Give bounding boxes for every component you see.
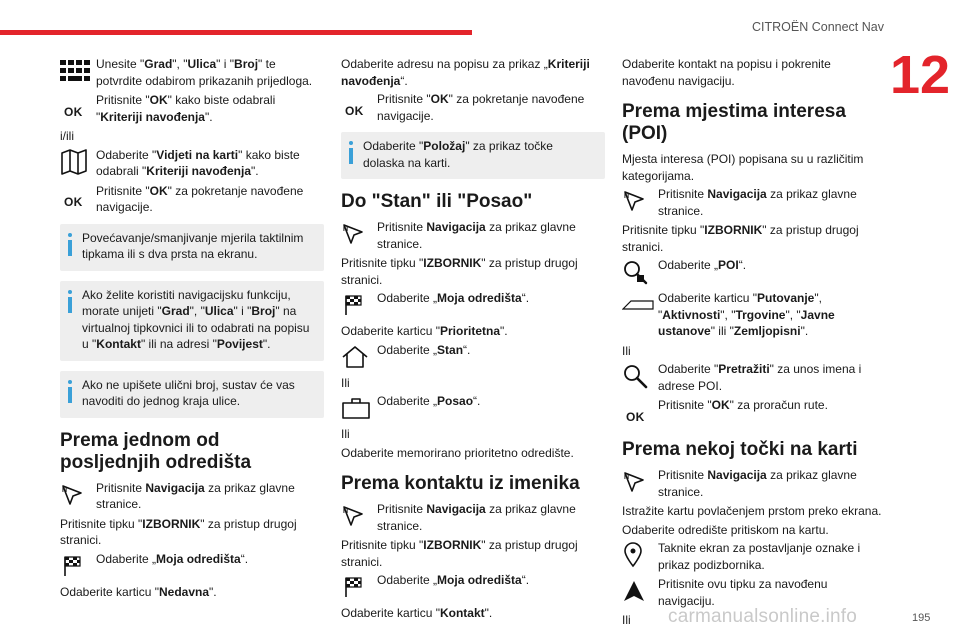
section-heading-poi: Prema mjestima interesa (POI) xyxy=(622,101,846,144)
briefcase-icon xyxy=(341,393,377,423)
paragraph-menu: Pritisnite tipku "IZBORNIK" za pristup drugoj stranici. xyxy=(341,256,578,287)
step-navigation xyxy=(341,219,605,252)
info-box-position xyxy=(341,132,605,179)
info-icon xyxy=(68,380,72,410)
map-book-icon xyxy=(60,147,96,177)
step-view-map xyxy=(60,147,324,180)
header-red-bar xyxy=(0,30,472,35)
paragraph-stored-destination: Odaberite memorirano prioritetno odredište. xyxy=(341,445,574,460)
svg-text:N: N xyxy=(343,508,349,515)
paragraph-priority-tab: Odaberite karticu "Prioritetna". xyxy=(341,324,508,338)
info-text: Odaberite "Položaj" za prikaz točke dolaska na karti. xyxy=(363,139,553,170)
info-box-street-number xyxy=(60,371,324,418)
step-work xyxy=(341,393,605,423)
step-navigation xyxy=(622,467,886,500)
paragraph-select-destination: Odaberite odredište pritiskom na kartu. xyxy=(622,522,829,537)
step-text: Pritisnite "OK" za pokretanje navođene navigacije. xyxy=(96,183,304,214)
or-text: i/ili xyxy=(60,129,74,143)
paragraph-explore-map: Istražite kartu povlačenjem prstom preko ekrana. xyxy=(622,504,882,518)
step-navigation xyxy=(60,480,324,513)
step-text: Unesite "Grad", "Ulica" i "Broj" te potvrdite odabirom prikazanih prijedloga. xyxy=(96,57,313,88)
step-home xyxy=(341,342,605,372)
svg-text:N: N xyxy=(624,474,630,481)
paragraph-contact-tab: Odaberite karticu "Kontakt". xyxy=(341,606,493,620)
step-navigation xyxy=(341,501,605,534)
paragraph-poi-categories: Mjesta interesa (POI) popisana su u različitim kategorijama. xyxy=(622,152,864,183)
column-1 xyxy=(60,56,324,602)
step-start-guidance xyxy=(622,576,886,609)
info-icon xyxy=(68,290,72,353)
ok-button-icon: OK xyxy=(626,409,645,424)
section-heading-contact: Prema kontaktu iz imenika xyxy=(341,473,580,494)
column-3 xyxy=(622,56,886,631)
step-text: Odaberite „Posao“. xyxy=(377,394,481,408)
step-my-destinations xyxy=(341,290,605,320)
info-box-zoom xyxy=(60,224,324,271)
svg-text:N: N xyxy=(343,226,349,233)
ok-button-icon: OK xyxy=(64,195,83,210)
step-place-marker xyxy=(622,540,886,573)
section-heading-recent: Prema jednom od posljednjih odredišta xyxy=(60,429,252,473)
step-navigation xyxy=(622,186,886,219)
step-text: Pritisnite "OK" za proračun rute. xyxy=(658,398,828,412)
step-ok-start xyxy=(341,91,605,124)
navigation-arrow-icon xyxy=(341,501,377,531)
step-text: Pritisnite Navigacija za prikaz glavne stranice. xyxy=(377,502,576,533)
paragraph-menu: Pritisnite tipku "IZBORNIK" za pristup drugoj stranici. xyxy=(341,538,578,569)
step-poi-tab xyxy=(622,290,886,340)
navigation-arrow-icon xyxy=(341,219,377,249)
paragraph-select-address: Odaberite adresu na popisu za prikaz „Kriteriji navođenja“. xyxy=(341,57,590,88)
step-text: Odaberite "Vidjeti na karti" kako biste odabrali "Kriteriji navođenja". xyxy=(96,147,300,178)
step-text: Odaberite „Stan“. xyxy=(377,342,471,357)
keyboard-icon xyxy=(60,56,96,86)
or-text: Ili xyxy=(341,427,350,441)
page-number: 195 xyxy=(912,612,931,624)
step-text: Odaberite „POI“. xyxy=(658,258,747,272)
step-ok-start xyxy=(60,183,324,216)
step-text: Pritisnite Navigacija za prikaz glavne stranice. xyxy=(658,187,857,218)
column-2 xyxy=(341,56,605,624)
section-heading-map-point: Prema nekoj točki na karti xyxy=(622,439,858,460)
tab-outline-icon xyxy=(622,290,658,320)
flag-icon xyxy=(341,290,377,320)
info-text: Povećavanje/smanjivanje mjerila taktilnim tipkama ili s dva prsta na ekranu. xyxy=(82,230,304,261)
poi-search-icon xyxy=(622,257,658,287)
navigation-arrow-icon xyxy=(60,480,96,510)
flag-icon xyxy=(341,572,377,602)
svg-text:N: N xyxy=(62,486,68,494)
step-text: Odaberite „Moja odredišta“. xyxy=(377,291,530,305)
ok-button-icon: OK xyxy=(345,103,364,118)
location-pin-icon xyxy=(622,540,658,570)
step-text: Odaberite karticu "Putovanje", "Aktivnosti", "Trgovine", "Javne ustanove" ili "Zemljopisni". xyxy=(658,291,835,338)
svg-text:N: N xyxy=(624,193,630,200)
step-text: Pritisnite ovu tipku za navođenu navigaciju. xyxy=(658,577,828,608)
step-text: Pritisnite Navigacija za prikaz glavne stranice. xyxy=(658,468,857,499)
or-text: Ili xyxy=(622,343,631,358)
watermark: carmanualsonline.info xyxy=(668,606,858,627)
paragraph-recent-tab: Odaberite karticu "Nedavna". xyxy=(60,584,217,599)
info-icon xyxy=(68,233,72,263)
navigation-arrow-icon xyxy=(622,467,658,497)
info-box-input xyxy=(60,281,324,361)
step-text: Pritisnite "OK" kako biste odabrali "Kriteriji navođenja". xyxy=(96,93,276,124)
step-my-destinations xyxy=(341,572,605,602)
or-text: Ili xyxy=(341,375,350,390)
step-text: Pritisnite Navigacija za prikaz glavne stranice. xyxy=(377,220,576,251)
paragraph-select-contact: Odaberite kontakt na popisu i pokrenite navođenu navigaciju. xyxy=(622,57,831,88)
step-ok-route xyxy=(622,397,886,427)
step-enter-address xyxy=(60,56,324,89)
paragraph-menu: Pritisnite tipku "IZBORNIK" za pristup drugoj stranici. xyxy=(60,516,297,547)
paragraph-menu: Pritisnite tipku "IZBORNIK" za pristup drugoj stranici. xyxy=(622,223,859,254)
step-text: Odaberite "Pretražiti" za unos imena i adrese POI. xyxy=(658,362,862,393)
step-text: Taknite ekran za postavljanje oznake i prikaz podizbornika. xyxy=(658,541,861,572)
info-text: Ako želite koristiti navigacijsku funkciju, morate unijeti "Grad", "Ulica" i "Broj" na virtualnoj tipkovnici ili to odabrati na popisu u "Kontakt" ili na adresi "Povijest". xyxy=(82,287,310,351)
or-text: Ili xyxy=(622,613,631,627)
step-text: Pritisnite "OK" za pokretanje navođene navigacije. xyxy=(377,92,585,123)
navigation-arrow-icon xyxy=(622,186,658,216)
step-search xyxy=(622,361,886,394)
home-icon xyxy=(341,342,377,372)
info-icon xyxy=(349,141,353,171)
step-text: Odaberite „Moja odredišta“. xyxy=(96,551,249,566)
step-ok-criteria xyxy=(60,92,324,125)
step-text: Odaberite „Moja odredišta“. xyxy=(377,573,530,587)
header-title: CITROËN Connect Nav xyxy=(752,20,884,34)
search-icon xyxy=(622,361,658,391)
step-text: Pritisnite Navigacija za prikaz glavne stranice. xyxy=(96,480,295,511)
step-poi xyxy=(622,257,886,287)
info-text: Ako ne upišete ulični broj, sustav će vas navoditi do jednog kraja ulice. xyxy=(82,377,295,408)
ok-button-icon: OK xyxy=(64,104,83,119)
chapter-number: 12 xyxy=(890,45,951,105)
section-heading-home-work: Do "Stan" ili "Posao" xyxy=(341,191,533,212)
guidance-arrow-icon xyxy=(622,576,658,606)
step-my-destinations xyxy=(60,551,324,581)
flag-icon xyxy=(60,551,96,581)
